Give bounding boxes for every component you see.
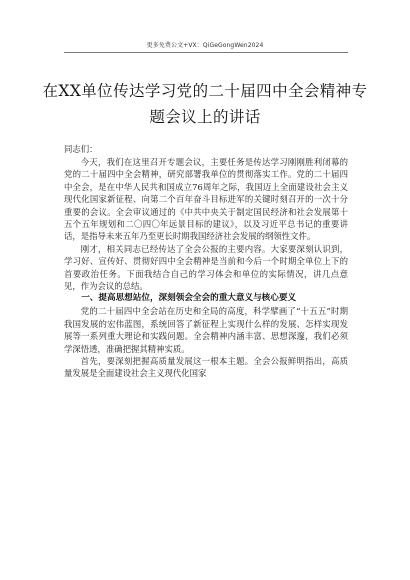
header-divider: [64, 52, 348, 53]
body-paragraph: 党的二十届四中全会站在历史和全局的高度，科学擘画了“十五五”时期我国发展的宏伟蓝图，系统回答了新征程上实现什么样的发展、怎样实现发展等一系列重大理论和实践问题。全会精神内涵丰富、思想深邃，我们必须学深悟透，准确把握其精神实质。: [64, 306, 348, 354]
body-paragraph: 首先，要深刻把握高质量发展这一根本主题。全会公报鲜明指出，高质量发展是全面建设社会主义现代化国家: [64, 356, 348, 379]
salutation: 同志们：: [64, 144, 98, 154]
section-heading: 一、提高思想站位，深刻领会全会的重大意义与核心要义: [81, 293, 297, 304]
page-header: 更多免费公文+VX：QiGeGongWen2024: [146, 42, 264, 49]
body-paragraph: 今天，我们在这里召开专题会议，主要任务是传达学习刚刚胜利闭幕的党的二十届四中全会精神，研究部署我单位的贯彻落实工作。党的二十届四中全会，是在中华人民共和国成立76周年之际，我国迈上全面建设社会主义现代化国家新征程、向第二个百年奋斗目标进军的关键时刻召开的一次十分重要的会议。全会审议通过的《中共中央关于制定国民经济和社会发展第十五个五年规划和二〇四〇年远景目标的建议》，以及习近平总书记的重要讲话，是指导未来五年乃至更长时期我国经济社会发展的纲领性文件。: [64, 156, 348, 242]
document-body: [64, 143, 348, 380]
body-paragraph: 刚才，相关同志已经传达了全会公报的主要内容。大家要深刻认识到，学习好、宣传好、贯彻好四中全会精神是当前和今后一个时期全单位上下的首要政治任务。下面我结合自己的学习体会和单位的实际情况，讲几点意见，作为会议的总结。: [64, 243, 348, 291]
document-title: 在XX单位传达学习党的二十届四中全会精神专题会议上的讲话: [42, 82, 368, 126]
